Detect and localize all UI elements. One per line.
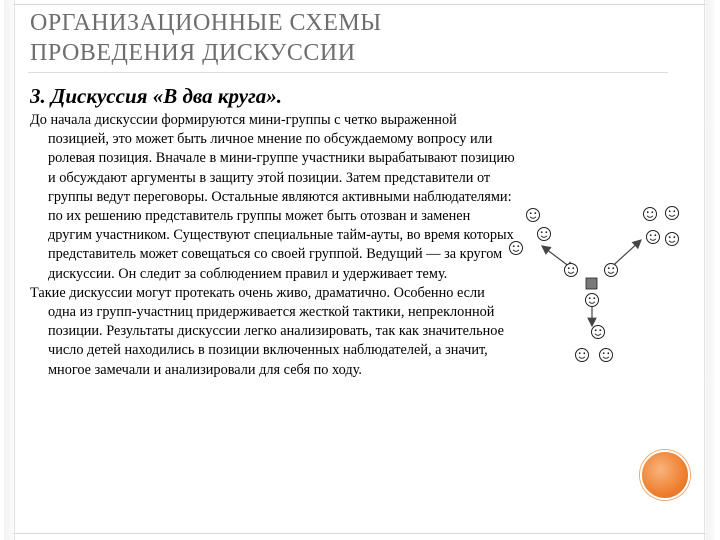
- paragraph-2: Такие дискуссии могут протекать очень живо, драматично. Особенно если одна из групп-участниц придерживается жесткой тактики, непреклонной позиции. Результаты дискуссии легко анализировать, так как значительное число детей находились в позиции включенных наблюдателей, а значит, многое замечали и анализировали для себя по ходу.: [30, 284, 504, 378]
- title-divider: [28, 72, 668, 73]
- participant-icon: [666, 233, 679, 246]
- body-text: [30, 111, 516, 380]
- slide-title: [30, 8, 590, 68]
- decorative-orange-circle: [640, 450, 690, 500]
- paragraph-1: До начала дискуссии формируются мини-группы с четко выраженной позицией, это может быть личное мнение по обсуждаемому вопросу или ролевая позиция. Вначале в мини-группе участники вырабатывают позицию и обсуждают аргументы в защиту этой позиции. Затем представители от группы ведут переговоры. Остальные являются активными наблюдателями: по их решению представитель группы может быть отозван и заменен другим участником. Существуют специальные тайм-ауты, во время которых представитель может совещаться со своей группой. Ведущий — за кругом дискуссии. Он следит за соблюдением правил и удерживает тему.: [30, 112, 515, 282]
- representative-icon: [605, 264, 618, 277]
- participant-icon: [527, 209, 540, 222]
- participant-icon: [647, 231, 660, 244]
- moderator-square: [586, 278, 597, 289]
- slide-subtitle: 3. Дискуссия «В два круга».: [30, 84, 283, 108]
- left-stripe: [4, 0, 13, 540]
- participant-icon: [600, 349, 613, 362]
- representative-icon: [586, 294, 599, 307]
- participant-icon: [538, 228, 551, 241]
- participant-icon: [592, 326, 605, 339]
- participant-icon: [510, 242, 523, 255]
- participant-icon: [576, 349, 589, 362]
- right-stripe: [706, 0, 715, 540]
- participant-icon: [644, 208, 657, 221]
- title-line-2: ПРОВЕДЕНИЯ ДИСКУССИИ: [30, 40, 356, 66]
- discussion-diagram: [500, 160, 700, 380]
- title-line-1: ОРГАНИЗАЦИОННЫЕ СХЕМЫ: [30, 10, 382, 36]
- participant-icon: [666, 207, 679, 220]
- representative-icon: [565, 264, 578, 277]
